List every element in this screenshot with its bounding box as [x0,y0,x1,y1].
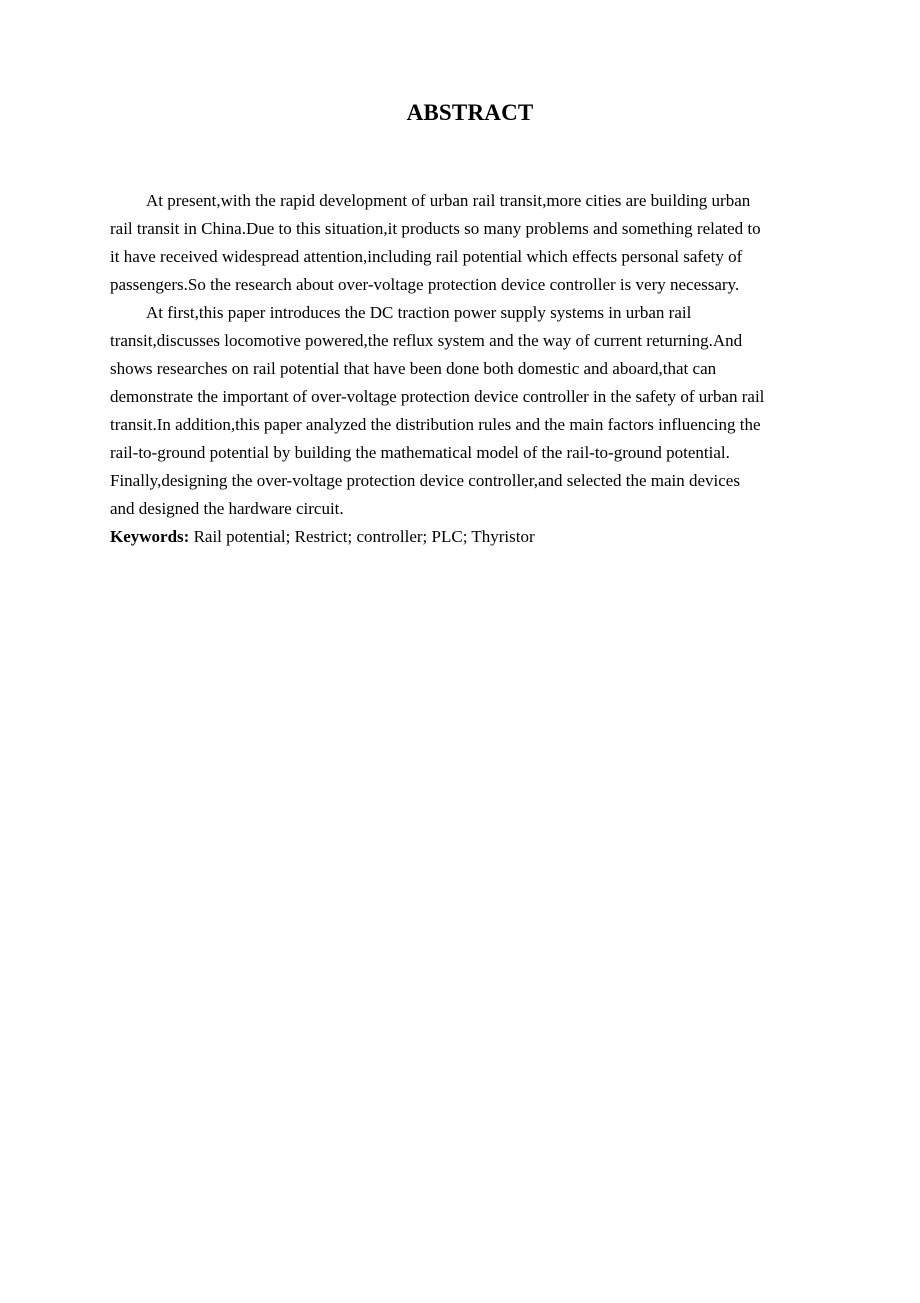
paragraph-line: At present,with the rapid development of urban rail transit,more cities are building urban [146,191,751,210]
paragraph-1 [110,187,832,299]
keywords-line [110,523,832,551]
paragraph-line: Finally,designing the over-voltage protection device controller,and selected the main devices [110,471,740,490]
paragraph-line: it have received widespread attention,including rail potential which effects personal safety of [110,247,743,266]
keywords-label: Keywords: [110,527,190,546]
paragraph-line: transit.In addition,this paper analyzed the distribution rules and the main factors influencing the [110,415,761,434]
paragraph-line: rail transit in China.Due to this situation,it products so many problems and something related to [110,219,761,238]
keywords-text: Rail potential; Restrict; controller; PLC; Thyristor [189,527,535,546]
paragraph-2 [110,299,832,523]
page-title: ABSTRACT [406,100,534,125]
paragraph-line: passengers.So the research about over-voltage protection device controller is very necessary. [110,275,740,294]
paragraph-line: demonstrate the important of over-voltage protection device controller in the safety of urban rail [110,387,765,406]
paragraph-line: shows researches on rail potential that have been done both domestic and aboard,that can [110,359,717,378]
paragraph-line: transit,discusses locomotive powered,the reflux system and the way of current returning.And [110,331,743,350]
paragraph-line: rail-to-ground potential by building the mathematical model of the rail-to-ground potential. [110,443,730,462]
paragraph-line: and designed the hardware circuit. [110,499,344,518]
abstract-body [110,187,832,551]
paragraph-line: At first,this paper introduces the DC traction power supply systems in urban rail [146,303,692,322]
